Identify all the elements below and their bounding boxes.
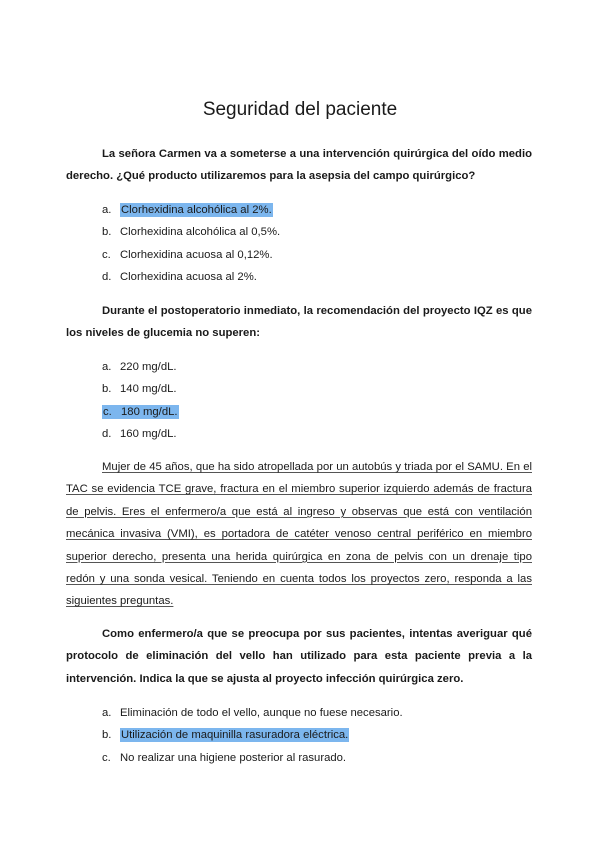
option-text-highlighted — [102, 405, 179, 419]
option-3c[interactable] — [102, 747, 403, 769]
option-letter: d. — [102, 427, 112, 440]
option-text-highlighted: Utilización de maquinilla rasuradora eléctrica. — [121, 729, 349, 742]
option-text: Clorhexidina acuosa al 2%. — [120, 270, 257, 283]
option-letter: d. — [102, 270, 112, 283]
question-1-text: La señora Carmen va a someterse a una intervención quirúrgica del oído medio derecho. ¿Qué producto utilizaremos para la asepsia del campo quirúrgico? — [66, 148, 532, 183]
option-text: 220 mg/dL. — [120, 361, 177, 373]
option-text: 140 mg/dL. — [120, 383, 177, 396]
option-letter: c. — [103, 405, 112, 418]
question-3-options — [102, 702, 403, 769]
question-2-text: Durante el postoperatorio inmediato, la recomendación del proyecto IQZ es que los niveles de glucemia no superen: — [66, 305, 532, 340]
page-title: Seguridad del paciente — [202, 99, 398, 120]
option-text: 180 mg/dL. — [121, 405, 178, 418]
option-1b[interactable] — [102, 221, 280, 243]
option-text: Eliminación de todo el vello, aunque no fuese necesario. — [120, 707, 403, 719]
option-text: Clorhexidina acuosa al 0,12%. — [120, 248, 273, 261]
option-letter: a. — [102, 361, 112, 373]
option-2a[interactable] — [102, 356, 179, 378]
option-text-highlighted: Clorhexidina alcohólica al 2%. — [121, 204, 272, 216]
option-2c[interactable] — [102, 401, 179, 423]
option-2d[interactable] — [102, 423, 179, 445]
option-2b[interactable] — [102, 378, 179, 400]
question-2-options — [102, 356, 179, 445]
case-description: Mujer de 45 años, que ha sido atropellada por un autobús y triada por el SAMU. En el TAC se evidencia TCE grave, fractura en el miembro superior izquierdo además de fractura de pelvis. Eres el enfermero/a que está al ingreso y observas que está con ventilación mecánica invasiva (VMI), es portadora de catéter venoso central periférico en miembro superior derecho, presenta una herida quirúrgica en zona de pelvis con un drenaje tipo redón y una sonda vesical. Teniendo en cuenta todos los proyectos zero, responda a las siguientes preguntas. — [66, 461, 532, 608]
option-3a[interactable] — [102, 702, 403, 724]
option-letter: b. — [102, 729, 112, 742]
option-1a[interactable] — [102, 199, 280, 221]
option-letter: a. — [102, 707, 112, 719]
question-3-text: Como enfermero/a que se preocupa por sus pacientes, intentas averiguar qué protocolo de eliminación del vello han utilizado para esta paciente previa a la intervención. Indica la que se ajusta al proyecto infección quirúrgica zero. — [66, 628, 532, 685]
option-text: No realizar una higiene posterior al rasurado. — [120, 751, 347, 764]
option-3b[interactable] — [102, 724, 403, 746]
option-1d[interactable] — [102, 266, 280, 288]
option-letter: b. — [102, 383, 112, 396]
option-letter: c. — [102, 751, 111, 764]
option-1c[interactable] — [102, 244, 280, 266]
option-letter: a. — [102, 204, 112, 216]
option-text: Clorhexidina alcohólica al 0,5%. — [120, 226, 281, 239]
option-letter: c. — [102, 248, 111, 261]
option-text: 160 mg/dL. — [120, 427, 177, 440]
question-1-options — [102, 199, 280, 288]
option-letter: b. — [102, 226, 112, 239]
